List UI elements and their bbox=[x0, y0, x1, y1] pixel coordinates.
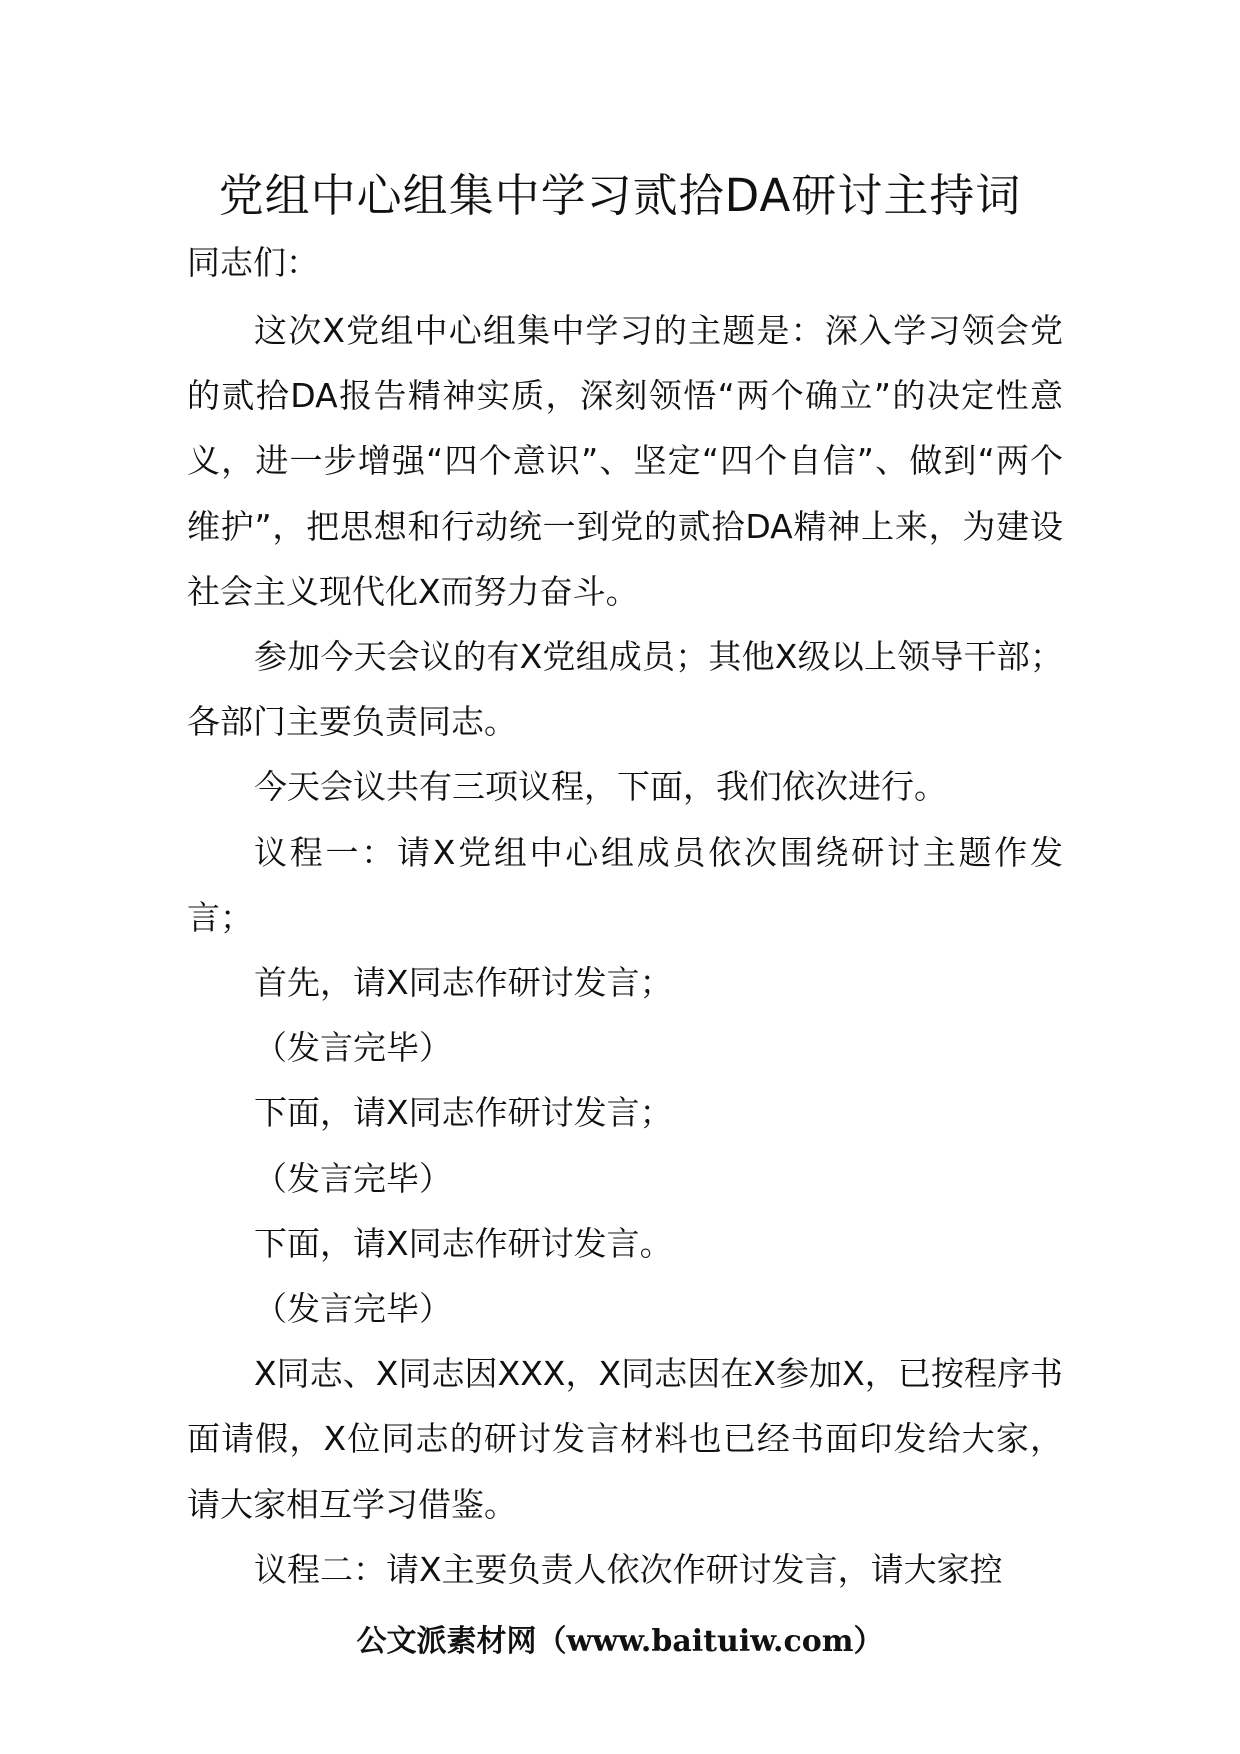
paragraph: 参加今天会议的有X党组成员；其他X级以上领导干部；各部门主要负责同志。 bbox=[187, 637, 1063, 742]
document-title: 党组中心组集中学习贰拾DA研讨主持词 bbox=[218, 169, 1022, 222]
paragraph: 首先，请X同志作研讨发言； bbox=[254, 963, 673, 1003]
paragraph: （发言完毕） bbox=[254, 1028, 452, 1068]
paragraph: X同志、X同志因XXX，X同志因在X参加X，已按程序书面请假，X位同志的研讨发言材料也已经书面印发给大家，请大家相互学习借鉴。 bbox=[187, 1354, 1063, 1524]
paragraph: （发言完毕） bbox=[254, 1158, 452, 1198]
footer-watermark: 公文派素材网（www.baituiw.com） bbox=[356, 1624, 884, 1659]
paragraph: 议程一：请X党组中心组成员依次围绕研讨主题作发言； bbox=[187, 832, 1063, 937]
paragraph: 议程二：请X主要负责人依次作研讨发言，请大家控 bbox=[254, 1549, 1003, 1589]
paragraph: 今天会议共有三项议程，下面，我们依次进行。 bbox=[254, 767, 947, 807]
greeting: 同志们： bbox=[187, 243, 319, 282]
paragraph: （发言完毕） bbox=[254, 1289, 452, 1329]
paragraph: 这次X党组中心组集中学习的主题是：深入学习领会党的贰拾DA报告精神实质，深刻领悟“两个确立”的决定性意义，进一步增强“四个意识”、坚定“四个自信”、做到“两个维护”，把思想和行动统一到党的贰拾DA精神上来，为建设社会主义现代化X而努力奋斗。 bbox=[187, 311, 1063, 611]
document-body bbox=[187, 298, 1063, 1602]
paragraph: 下面，请X同志作研讨发言； bbox=[254, 1093, 673, 1133]
paragraph: 下面，请X同志作研讨发言。 bbox=[254, 1223, 673, 1263]
